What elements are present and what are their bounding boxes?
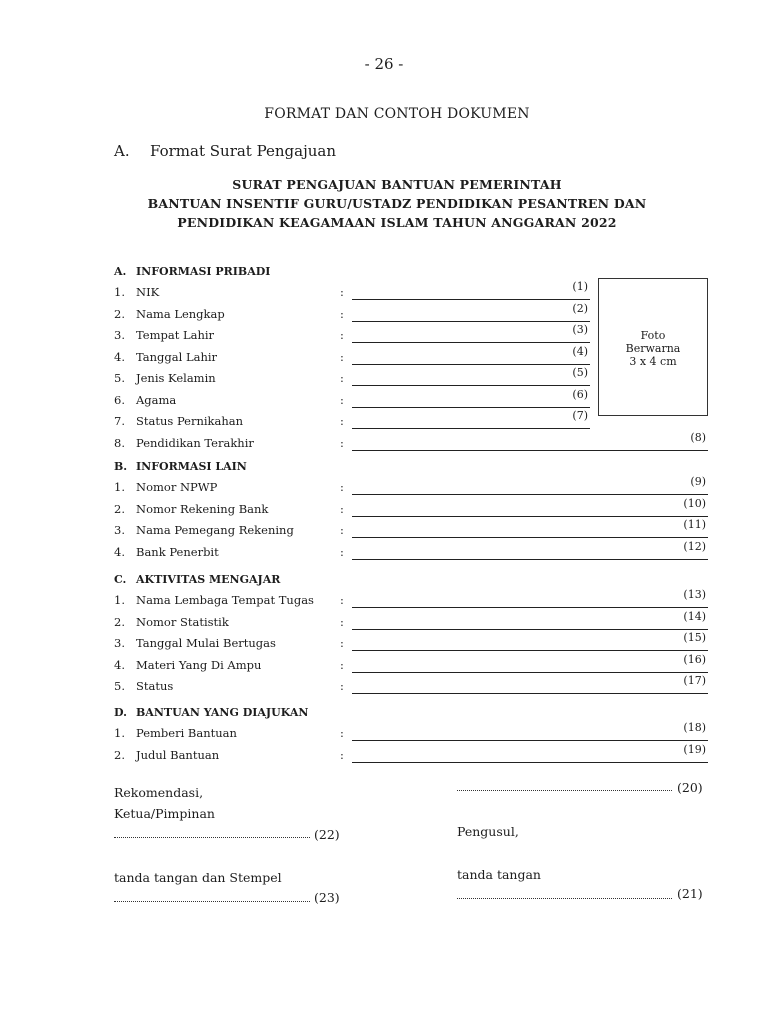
field-label-text: Nomor Statistik (136, 614, 229, 629)
field-input-line[interactable] (352, 672, 708, 673)
field-number: 1. (114, 726, 125, 740)
stempel-label: tanda tangan dan Stempel (114, 870, 282, 885)
field-number: 6. (114, 392, 125, 407)
ketua-label: Ketua/Pimpinan (114, 806, 215, 821)
field-input-line[interactable] (352, 629, 708, 630)
stempel-sign-line[interactable] (114, 901, 310, 902)
doc-title-line-1: SURAT PENGAJUAN BANTUAN PEMERINTAH (232, 177, 562, 192)
section-heading (114, 573, 280, 586)
date-line[interactable] (457, 790, 672, 791)
ketua-code: (22) (314, 827, 340, 842)
field-colon: : (340, 726, 344, 740)
field-label-text: Status (136, 679, 174, 693)
field-label (114, 679, 173, 693)
field-colon: : (340, 435, 344, 450)
field-colon: : (340, 328, 344, 342)
section-heading (114, 265, 270, 278)
field-number: 2. (114, 747, 125, 762)
format-title: FORMAT DAN CONTOH DOKUMEN (264, 106, 530, 122)
field-input-line[interactable] (352, 342, 590, 343)
field-label-text: Agama (136, 392, 177, 407)
field-code: (13) (683, 588, 706, 601)
doc-title-line-3: PENDIDIKAN KEAGAMAAN ISLAM TAHUN ANGGARAN 2022 (177, 215, 617, 230)
field-label (114, 658, 261, 672)
field-number: 2. (114, 614, 125, 629)
section-title: AKTIVITAS MENGAJAR (136, 573, 281, 586)
field-input-line[interactable] (352, 321, 590, 322)
field-code: (2) (572, 301, 588, 315)
field-colon: : (340, 679, 344, 693)
field-colon: : (340, 392, 344, 407)
date-code: (20) (677, 780, 703, 795)
section-title: BANTUAN YANG DIAJUKAN (136, 706, 309, 719)
page-number: - 26 - (364, 55, 404, 73)
doc-title-line-2: BANTUAN INSENTIF GURU/USTADZ PENDIDIKAN PESANTREN DAN (147, 196, 647, 211)
field-label (114, 636, 276, 650)
section-letter: C. (114, 573, 127, 586)
field-number: 2. (114, 501, 125, 516)
field-input-line[interactable] (352, 693, 708, 694)
field-code: (18) (683, 721, 706, 734)
stempel-code: (23) (314, 890, 340, 905)
field-label-text: Nama Pemegang Rekening (136, 523, 294, 537)
section-title: INFORMASI LAIN (136, 460, 247, 473)
field-label (114, 615, 229, 629)
field-input-line[interactable] (352, 537, 708, 538)
field-label-text: Nomor Rekening Bank (136, 501, 269, 516)
field-label (114, 545, 219, 559)
field-colon: : (340, 747, 344, 762)
section-letter: A. (114, 265, 127, 278)
field-colon: : (340, 523, 344, 537)
field-number: 7. (114, 414, 125, 428)
photo-caption-line-2: Berwarna (625, 342, 681, 355)
field-label-text: Pemberi Bantuan (136, 726, 237, 740)
field-number: 4. (114, 544, 125, 559)
field-input-line[interactable] (352, 407, 590, 408)
subsection-letter: A. (114, 142, 130, 160)
section-heading (114, 706, 308, 719)
field-label (114, 748, 219, 762)
field-number: 8. (114, 435, 125, 450)
field-code: (11) (683, 518, 706, 531)
field-colon: : (340, 657, 344, 672)
section-letter: D. (114, 706, 127, 719)
field-input-line[interactable] (352, 650, 708, 651)
field-colon: : (340, 480, 344, 494)
photo-caption-line-3: 3 x 4 cm (629, 355, 677, 368)
field-input-line[interactable] (352, 762, 708, 763)
field-label (114, 502, 268, 516)
section-heading (114, 460, 247, 473)
field-colon: : (340, 593, 344, 607)
field-number: 4. (114, 657, 125, 672)
field-colon: : (340, 544, 344, 559)
field-code: (5) (572, 366, 588, 379)
field-colon: : (340, 636, 344, 650)
photo-caption (598, 329, 708, 368)
field-code: (4) (572, 344, 588, 358)
field-label (114, 414, 243, 428)
field-code: (9) (690, 475, 706, 488)
field-label-text: Materi Yang Di Ampu (136, 657, 262, 672)
field-colon: : (340, 371, 344, 385)
photo-caption-line-1: Foto (640, 329, 666, 342)
field-colon: : (340, 306, 344, 321)
subsection-title: Format Surat Pengajuan (150, 142, 337, 160)
field-code: (12) (683, 539, 706, 553)
field-number: 3. (114, 328, 125, 342)
field-input-line[interactable] (352, 450, 708, 451)
field-input-line[interactable] (352, 364, 590, 365)
field-label-text: NIK (136, 285, 160, 299)
field-label (114, 436, 254, 450)
field-label-text: Status Pernikahan (136, 414, 244, 428)
field-input-line[interactable] (352, 516, 708, 517)
field-colon: : (340, 414, 344, 428)
field-number: 5. (114, 371, 125, 385)
field-label-text: Tanggal Lahir (136, 349, 218, 364)
field-label-text: Jenis Kelamin (136, 371, 216, 385)
field-colon: : (340, 501, 344, 516)
field-code: (14) (683, 609, 706, 623)
field-code: (19) (683, 742, 706, 756)
field-input-line[interactable] (352, 299, 590, 300)
field-label (114, 328, 214, 342)
field-number: 4. (114, 349, 125, 364)
field-label (114, 350, 217, 364)
field-code: (7) (572, 409, 588, 422)
field-code: (10) (683, 496, 706, 510)
field-code: (1) (572, 280, 588, 293)
subsection-heading (114, 142, 336, 160)
field-label (114, 285, 159, 299)
field-number: 1. (114, 593, 125, 607)
field-label-text: Nama Lengkap (136, 306, 225, 321)
pengusul-sign-line[interactable] (457, 898, 672, 899)
section-letter: B. (114, 460, 128, 473)
field-colon: : (340, 349, 344, 364)
rekomendasi-label: Rekomendasi, (114, 785, 204, 800)
field-input-line[interactable] (352, 385, 590, 386)
field-label (114, 523, 294, 537)
field-colon: : (340, 285, 344, 299)
field-code: (8) (690, 430, 706, 444)
field-input-line[interactable] (352, 428, 590, 429)
pengusul-label: Pengusul, (457, 824, 519, 839)
field-label-text: Judul Bantuan (136, 747, 220, 762)
field-label-text: Nama Lembaga Tempat Tugas (136, 593, 314, 607)
tanda-tangan-label: tanda tangan (457, 867, 541, 882)
field-code: (6) (572, 387, 588, 401)
field-label-text: Tempat Lahir (136, 328, 215, 342)
field-number: 1. (114, 480, 125, 494)
pengusul-code: (21) (677, 886, 703, 901)
field-input-line[interactable] (352, 740, 708, 741)
field-label (114, 393, 176, 407)
field-label (114, 307, 225, 321)
field-code: (3) (572, 323, 588, 336)
field-input-line[interactable] (352, 559, 708, 560)
ketua-sign-line[interactable] (114, 837, 310, 838)
field-input-line[interactable] (352, 607, 708, 608)
field-label-text: Tanggal Mulai Bertugas (136, 636, 276, 650)
field-label-text: Pendidikan Terakhir (136, 435, 254, 450)
field-label (114, 726, 237, 740)
field-label (114, 593, 314, 607)
field-label (114, 480, 217, 494)
field-number: 3. (114, 636, 125, 650)
field-code: (16) (683, 652, 706, 666)
field-label (114, 371, 216, 385)
field-label-text: Nomor NPWP (136, 480, 218, 494)
field-colon: : (340, 614, 344, 629)
field-label-text: Bank Penerbit (136, 544, 219, 559)
field-number: 5. (114, 679, 125, 693)
field-number: 2. (114, 306, 125, 321)
field-number: 1. (114, 285, 125, 299)
section-title: INFORMASI PRIBADI (136, 265, 271, 278)
field-code: (15) (683, 631, 706, 644)
field-code: (17) (683, 674, 706, 687)
field-number: 3. (114, 523, 125, 537)
field-input-line[interactable] (352, 494, 708, 495)
